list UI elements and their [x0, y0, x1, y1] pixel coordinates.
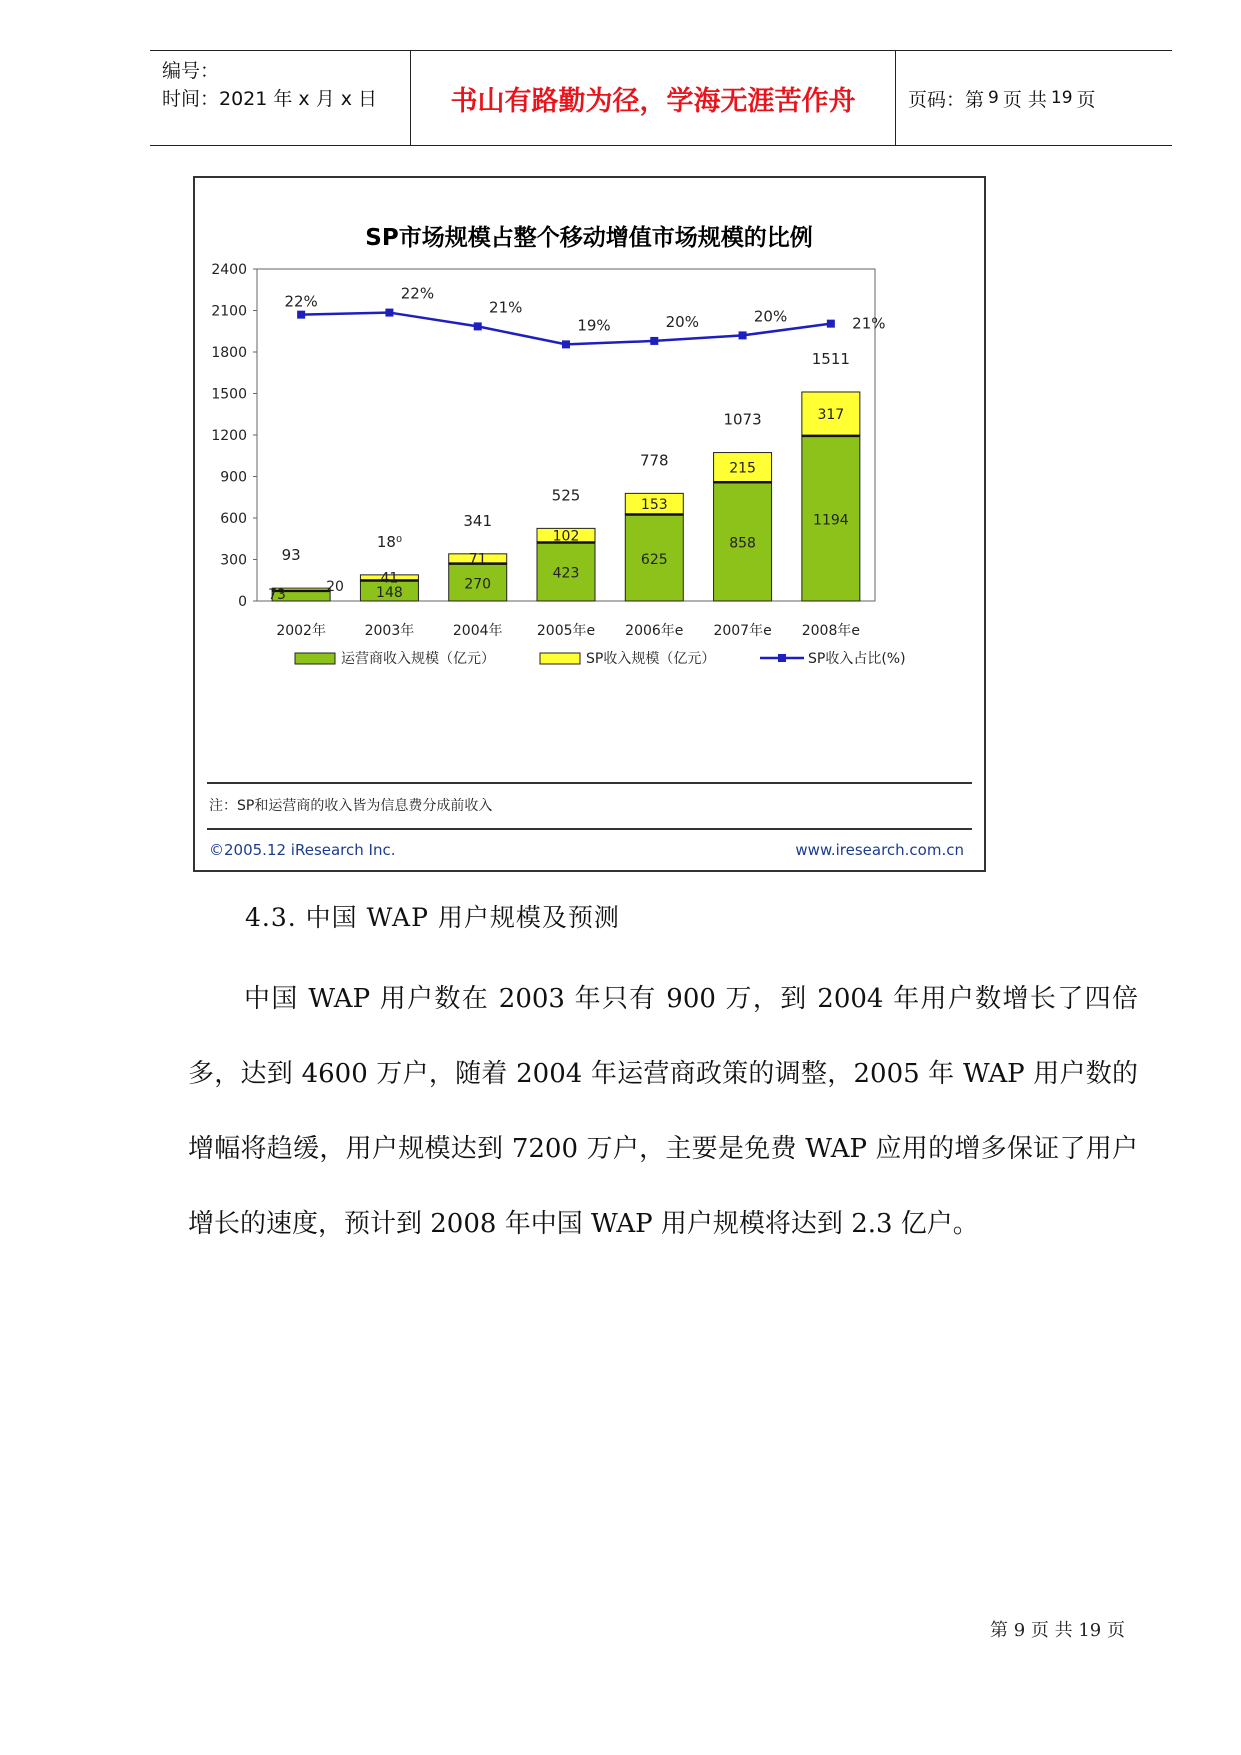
header-meta [150, 51, 410, 145]
data-label-total: 1511 [811, 349, 850, 368]
data-label-operator: 73 [268, 587, 286, 603]
data-label-sp: 20 [326, 579, 344, 595]
page-total: 19 [1050, 88, 1073, 108]
legend-swatch-sp [540, 653, 580, 664]
time-label: 时间：2021 年 x 月 x 日 [162, 88, 378, 110]
chart-title: SP市场规模占整个移动增值市场规模的比例 [365, 225, 813, 251]
page-mid: 页 共 [1002, 88, 1047, 111]
data-label-operator: 858 [729, 535, 756, 552]
data-label-operator: 625 [640, 551, 668, 568]
y-tick-label: 1800 [211, 345, 247, 361]
legend-swatch-operator [295, 653, 335, 664]
chart-canvas [195, 178, 984, 870]
sp-share-label: 20% [665, 312, 699, 331]
data-label-total: 525 [551, 486, 581, 505]
y-tick-label: 2400 [211, 262, 247, 278]
y-tick-label: 900 [220, 469, 247, 486]
x-tick-label: 2003年 [364, 623, 415, 639]
data-label-sp: 215 [729, 460, 756, 477]
legend-label-sp: SP收入规模（亿元） [586, 651, 716, 667]
page-suffix: 页 [1076, 88, 1096, 111]
sp-share-line [301, 313, 831, 345]
legend-marker-share [778, 654, 786, 662]
data-label-operator: 270 [464, 576, 492, 593]
legend-label-share: SP收入占比(%) [808, 651, 906, 667]
sp-share-label: 21% [489, 298, 523, 317]
sp-share-label: 20% [753, 307, 788, 326]
chart-source-url: www.iresearch.com.cn [795, 841, 964, 859]
legend-label-operator: 运营商收入规模（亿元） [341, 651, 495, 667]
sp-share-label: 19% [577, 316, 611, 335]
y-tick-label: 2100 [211, 303, 247, 320]
x-tick-label: 2008年e [801, 623, 860, 639]
sp-share-point [827, 320, 835, 328]
sp-share-point [650, 337, 658, 345]
sp-share-label: 22% [400, 284, 435, 303]
sp-share-point [562, 340, 570, 348]
x-tick-label: 2005年e [536, 623, 596, 639]
chart-note: 注：SP和运营商的收入皆为信息费分成前收入 [209, 798, 493, 814]
section-heading: 4.3. 中国 WAP 用户规模及预测 [245, 903, 620, 932]
y-tick-label: 1200 [211, 428, 247, 444]
sp-share-point [297, 311, 305, 319]
data-label-total: 18⁰ [376, 532, 402, 551]
x-tick-label: 2002年 [276, 623, 326, 639]
data-label-total: 93 [281, 546, 301, 565]
data-label-total: 778 [639, 451, 669, 470]
x-tick-label: 2007年e [713, 623, 772, 639]
x-tick-label: 2004年 [452, 623, 503, 639]
data-label-operator: 1194 [813, 512, 849, 529]
data-label-total: 1073 [723, 410, 762, 429]
body-paragraph: 中国 WAP 用户数在 2003 年只有 900 万，到 2004 年用户数增长了四倍多，达到 4600 万户，随着 2004 年运营商政策的调整，2005 年 WAP 用户数的增幅将趋缓，用户规模达到 7200 万户，主要是免费 WAP 应用的增多保证了用户增长的速度，预计到 2008 年中国 WAP 用户规模将达到 2.3 亿户。 [188, 984, 1138, 1239]
chart-figure [193, 176, 986, 872]
data-label-sp: 102 [552, 528, 580, 545]
number-label: 编号： [162, 60, 220, 82]
chart-divider-top [207, 782, 972, 784]
sp-share-point [739, 331, 747, 339]
chart-divider-bottom [207, 828, 972, 830]
y-tick-label: 0 [238, 594, 247, 610]
x-tick-label: 2006年e [625, 623, 684, 639]
sp-share-point [385, 309, 393, 317]
data-label-sp: 317 [817, 406, 845, 423]
page-prefix: 页码：第 [908, 88, 985, 111]
page-footer: 第 9 页 共 19 页 [990, 1620, 1125, 1641]
data-label-operator: 148 [376, 584, 403, 601]
sp-share-label: 22% [284, 292, 318, 311]
data-label-sp: 41 [380, 570, 399, 587]
data-label-total: 341 [463, 511, 493, 530]
page-num: 9 [988, 88, 999, 108]
chart-copyright: ©2005.12 iResearch Inc. [209, 841, 396, 859]
sp-share-label: 21% [852, 314, 886, 333]
page-header [150, 50, 1172, 146]
header-page-number [896, 51, 1172, 145]
y-tick-label: 1500 [211, 386, 247, 403]
data-label-operator: 423 [552, 565, 580, 582]
y-tick-label: 300 [220, 552, 247, 569]
data-label-sp: 71 [468, 551, 487, 568]
y-tick-label: 600 [220, 511, 247, 527]
header-motto: 书山有路勤为径，学海无涯苦作舟 [410, 51, 896, 145]
sp-share-point [474, 322, 482, 330]
data-label-sp: 153 [640, 496, 668, 513]
